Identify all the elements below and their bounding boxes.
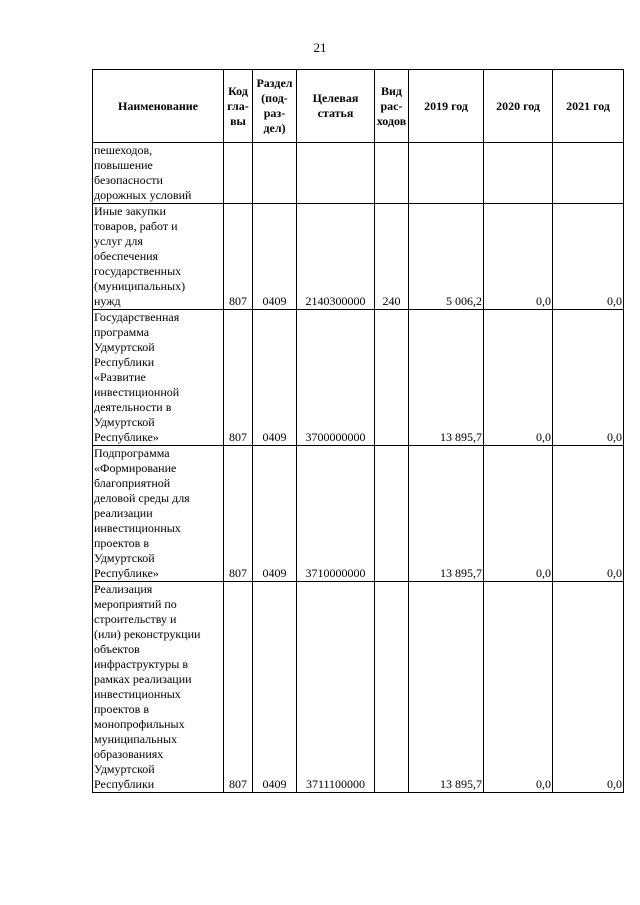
- target-cell: 3711100000: [297, 582, 375, 793]
- name-line: повышение: [94, 158, 153, 172]
- name-cell: [93, 143, 224, 204]
- name-line: Удмуртской: [94, 340, 155, 354]
- name-line: Республике»: [94, 566, 159, 580]
- name-line: Реализация: [94, 582, 153, 596]
- header-line: дел): [263, 121, 286, 135]
- header-line: вы: [230, 113, 246, 128]
- section-cell: 0409: [253, 310, 297, 446]
- name-cell: [93, 582, 224, 793]
- name-line: товаров, работ и: [94, 219, 178, 233]
- code-cell: [224, 143, 253, 204]
- section-cell: 0409: [253, 582, 297, 793]
- value-2021-cell: 0,0: [553, 310, 624, 446]
- name-line: государственных: [94, 264, 182, 278]
- code-cell: 807: [224, 582, 253, 793]
- name-line: безопасности: [94, 173, 163, 187]
- expense-cell: [375, 143, 409, 204]
- table-row: [93, 204, 624, 310]
- header-section: [253, 70, 297, 143]
- header-line: (под-: [261, 91, 288, 105]
- table-row: [93, 582, 624, 793]
- value-2021-cell: 0,0: [553, 204, 624, 310]
- section-cell: [253, 143, 297, 204]
- name-line: инвестиционных: [94, 521, 181, 535]
- header-code: [224, 70, 253, 143]
- code-cell: 807: [224, 446, 253, 582]
- header-line: Раздел: [256, 76, 293, 90]
- section-cell: 0409: [253, 446, 297, 582]
- header-2020: 2020 год: [484, 70, 553, 143]
- name-line: реализации: [94, 506, 153, 520]
- name-cell: [93, 204, 224, 310]
- name-line: благоприятной: [94, 476, 171, 490]
- name-line: Удмуртской: [94, 415, 155, 429]
- header-line: рас-: [380, 98, 403, 113]
- name-line: Республике»: [94, 430, 159, 444]
- value-2020-cell: 0,0: [484, 204, 553, 310]
- value-2019-cell: 13 895,7: [409, 310, 484, 446]
- target-cell: 3700000000: [297, 310, 375, 446]
- header-2019: 2019 год: [409, 70, 484, 143]
- expense-cell: [375, 310, 409, 446]
- name-line: монопрофильных: [94, 717, 185, 731]
- name-line: мероприятий по: [94, 597, 177, 611]
- budget-table: [92, 69, 624, 793]
- header-line: Вид: [381, 83, 402, 98]
- name-line: инфраструктуры в: [94, 657, 188, 671]
- name-line: деятельности в: [94, 400, 172, 414]
- header-line: статья: [317, 106, 354, 120]
- expense-cell: [375, 446, 409, 582]
- value-2019-cell: [409, 143, 484, 204]
- table-row: [93, 143, 624, 204]
- value-2019-cell: 13 895,7: [409, 582, 484, 793]
- name-line: пешеходов,: [94, 143, 153, 157]
- name-line: строительству и: [94, 612, 177, 626]
- name-line: Республики: [94, 777, 155, 791]
- name-line: дорожных условий: [94, 188, 192, 202]
- header-line: Целевая: [312, 91, 359, 105]
- name-line: программа: [94, 325, 150, 339]
- value-2019-cell: 13 895,7: [409, 446, 484, 582]
- expense-cell: 240: [375, 204, 409, 310]
- name-line: проектов в: [94, 702, 149, 716]
- target-cell: 3710000000: [297, 446, 375, 582]
- header-target: [297, 70, 375, 143]
- code-cell: 807: [224, 204, 253, 310]
- name-line: Республики: [94, 355, 155, 369]
- name-line: (или) реконструкции: [94, 627, 201, 641]
- name-line: Государственная: [94, 310, 180, 324]
- value-2020-cell: [484, 143, 553, 204]
- table-row: [93, 310, 624, 446]
- section-cell: 0409: [253, 204, 297, 310]
- name-line: инвестиционных: [94, 687, 181, 701]
- value-2020-cell: 0,0: [484, 310, 553, 446]
- value-2019-cell: 5 006,2: [409, 204, 484, 310]
- name-line: объектов: [94, 642, 140, 656]
- name-line: рамках реализации: [94, 672, 192, 686]
- target-cell: [297, 143, 375, 204]
- name-cell: [93, 310, 224, 446]
- header-row: [93, 70, 624, 143]
- name-line: (муниципальных): [94, 279, 186, 293]
- header-name: Наименование: [93, 70, 224, 143]
- header-line: раз-: [263, 106, 286, 120]
- page-number: 21: [313, 40, 327, 55]
- name-line: Удмуртской: [94, 762, 155, 776]
- value-2020-cell: 0,0: [484, 446, 553, 582]
- name-line: Подпрограмма: [94, 446, 170, 460]
- value-2021-cell: [553, 143, 624, 204]
- table-row: [93, 446, 624, 582]
- header-line: ходов: [376, 113, 407, 128]
- name-line: нужд: [94, 294, 121, 308]
- name-line: проектов в: [94, 536, 149, 550]
- name-line: деловой среды для: [94, 491, 190, 505]
- name-line: обеспечения: [94, 249, 159, 263]
- value-2021-cell: 0,0: [553, 582, 624, 793]
- header-2021: 2021 год: [553, 70, 624, 143]
- expense-cell: [375, 582, 409, 793]
- name-line: инвестиционной: [94, 385, 180, 399]
- header-line: Код: [228, 83, 248, 98]
- name-line: услуг для: [94, 234, 143, 248]
- target-cell: 2140300000: [297, 204, 375, 310]
- code-cell: 807: [224, 310, 253, 446]
- name-line: Удмуртской: [94, 551, 155, 565]
- name-line: «Развитие: [94, 370, 146, 384]
- header-expense: [375, 70, 409, 143]
- header-line: гла-: [227, 98, 249, 113]
- name-line: «Формирование: [94, 461, 177, 475]
- name-line: муниципальных: [94, 732, 178, 746]
- value-2020-cell: 0,0: [484, 582, 553, 793]
- name-line: образованиях: [94, 747, 164, 761]
- name-cell: [93, 446, 224, 582]
- value-2021-cell: 0,0: [553, 446, 624, 582]
- name-line: Иные закупки: [94, 204, 166, 218]
